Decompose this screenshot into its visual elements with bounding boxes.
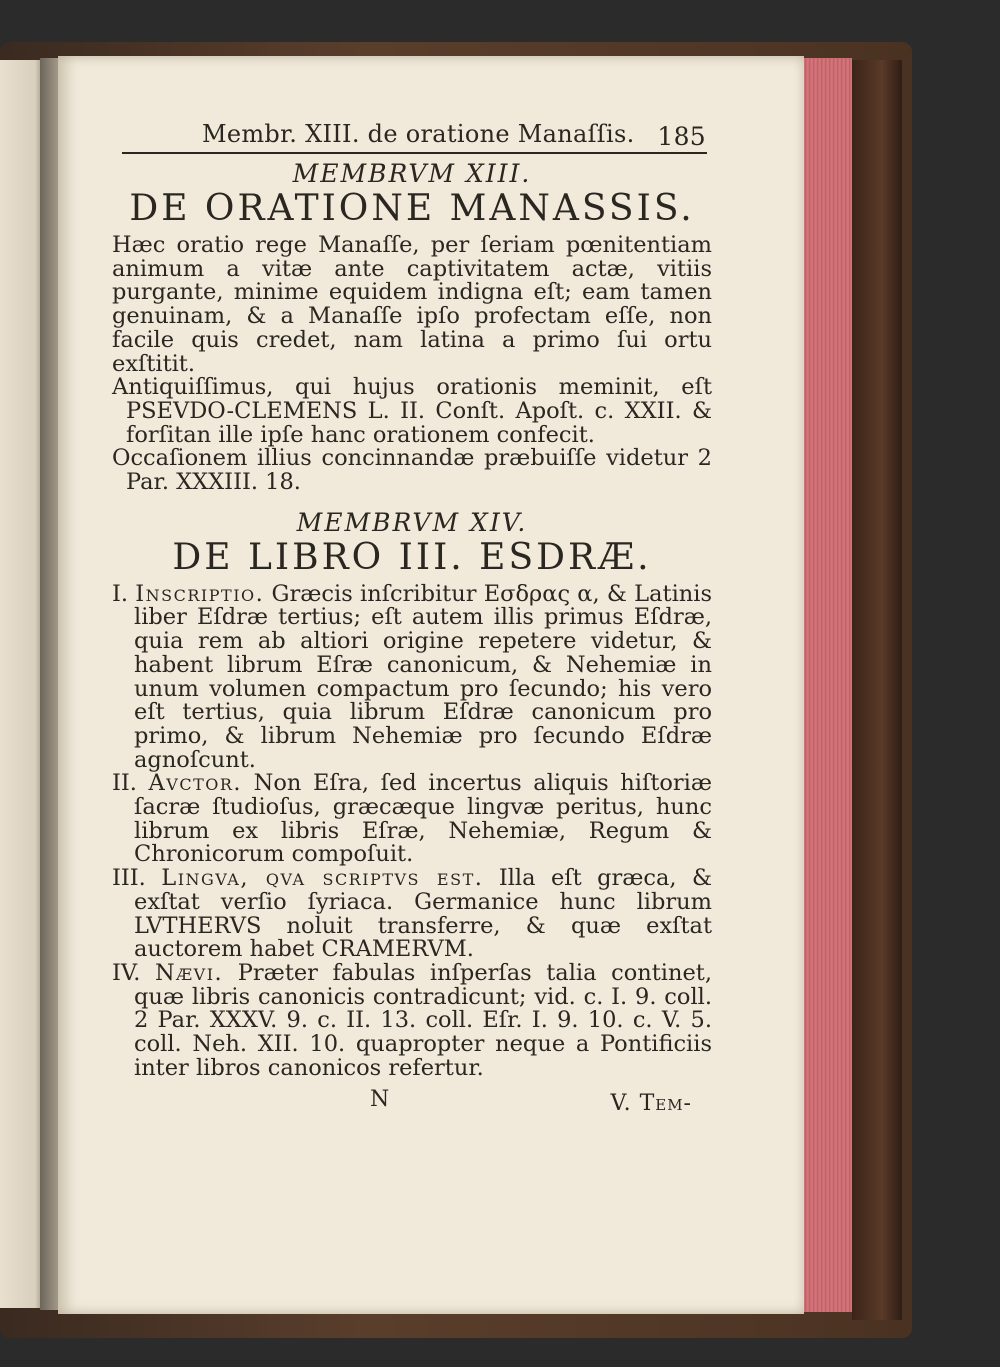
- item-text: Præter fabulas inſperſas talia continet, quæ libris canonicis contradicunt; vid. c. I. 9. coll. 2 Par. XXXV. 9. c. II. 13. coll. Eſr. I. 9. 10. c. V. 5. coll. Neh. XII. 10. quapropter neque a Pontificiis inter libros canonicos refertur.: [134, 959, 712, 1081]
- item-number: I.: [112, 580, 129, 607]
- item-number: IV.: [112, 959, 141, 986]
- page-text: [112, 112, 712, 1119]
- running-head-title: Membr. XIII. de oratione Manaſſis.: [202, 120, 635, 148]
- item-heading: Avctor.: [148, 770, 243, 797]
- list-item: [112, 867, 712, 962]
- left-page-edge: [0, 60, 44, 1308]
- section-title: DE ORATIONE MANASSIS.: [129, 188, 695, 229]
- page-footer: [112, 1083, 712, 1119]
- section-gap: [112, 495, 712, 509]
- item-heading: Inscriptio.: [135, 580, 265, 607]
- section-title: DE LIBRO III. ESDRÆ.: [172, 536, 652, 578]
- item-heading: Nævi.: [154, 959, 224, 986]
- running-head: [112, 112, 712, 152]
- membrum-heading: MEMBRVM XIII.: [292, 159, 532, 188]
- list-item: [112, 959, 712, 1081]
- paragraph: Hæc oratio rege Manaſſe, per ſeriam pœnitentiam animum a vitæ ante captivitatem actæ, vitiis purgante, minime equidem indigna eſt; eam tamen genuinam, & a Manaſſe ipſo profectam eſſe, non facile quis credet, nam latina a primo ſui ortu exſtitit.: [112, 232, 712, 377]
- header-rule: [122, 152, 707, 154]
- membrum-heading: MEMBRVM XIV.: [296, 507, 528, 537]
- paragraph: Antiquiſſimus, qui hujus orationis meminit, eſt PSEVDO-CLEMENS L. II. Conſt. Apoſt. c. XXII. & forſitan ille ipſe hanc orationem confecit.: [112, 374, 712, 448]
- item-number: II.: [112, 770, 137, 797]
- catchword: V. Tem-: [610, 1090, 692, 1116]
- page-number: 185: [657, 122, 706, 151]
- list-item: [112, 772, 712, 867]
- item-text: Græcis inſcribitur Εσδρας α, & Latinis liber Eſdræ tertius; eſt autem illis primus Eſdræ, quia rem ab altiori origine repetere videtur, & habent librum Eſræ canonicum, & Nehemiæ in unum volumen compactum pro ſecundo; his vero eſt tertius, quia librum Eſdræ canonicum pro primo, & librum Nehemiæ pro ſecundo Eſdræ agnoſcunt.: [134, 580, 712, 773]
- item-number: III.: [112, 865, 146, 892]
- item-heading: Lingva, qva scriptvs est.: [161, 865, 484, 892]
- paragraph: Occaſionem illius concinnandæ præbuiſſe videtur 2 Par. XXXIII. 18.: [112, 445, 712, 496]
- item-text: Illa eſt græca, & exſtat verſio ſyriaca. Germanice hunc librum LVTHERVS noluit transferre, & quæ exſtat auctorem habet CRAMERVM.: [134, 865, 713, 963]
- signature-mark: N: [370, 1086, 390, 1112]
- book-gutter: [40, 58, 60, 1310]
- item-text: Non Eſra, ſed incertus aliquis hiſtoriæ ſacræ ſtudioſus, græcæque lingvæ peritus, hunc librum ex libris Eſræ, Nehemiæ, Regum & Chronicorum compoſuit.: [134, 770, 713, 868]
- back-cover: [852, 60, 902, 1320]
- red-fore-edge: [802, 58, 852, 1312]
- list-item: [112, 580, 712, 773]
